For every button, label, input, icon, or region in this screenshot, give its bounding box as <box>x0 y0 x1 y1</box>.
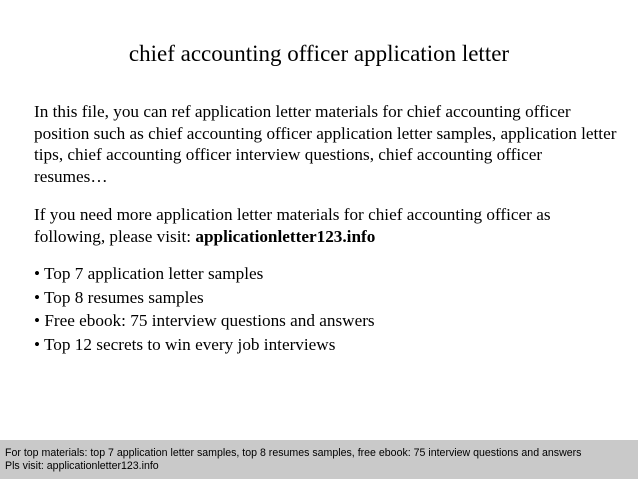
footer-banner <box>0 440 638 479</box>
more-info-paragraph <box>34 204 638 247</box>
footer-line: Pls visit: applicationletter123.info <box>5 459 159 472</box>
list-item: • Top 7 application letter samples <box>34 264 264 283</box>
website-link[interactable]: applicationletter123.info <box>195 226 376 246</box>
more-info-prefix: following, please visit: <box>34 226 196 246</box>
bullet-list <box>34 262 375 356</box>
intro-line: In this file, you can ref application letter materials for chief accounting officer <box>34 102 571 121</box>
more-info-line: If you need more application letter materials for chief accounting officer as <box>34 205 551 224</box>
page-title: chief accounting officer application letter <box>128 41 510 66</box>
list-item: • Free ebook: 75 interview questions and answers <box>34 311 375 330</box>
footer-line: For top materials: top 7 application letter samples, top 8 resumes samples, free ebook: 75 interview questions and answers <box>5 447 582 459</box>
intro-line: resumes… <box>34 166 108 186</box>
list-item: • Top 8 resumes samples <box>34 287 204 307</box>
intro-paragraph <box>34 101 638 187</box>
intro-line: position such as chief accounting officer application letter samples, application letter <box>34 123 617 143</box>
list-item: • Top 12 secrets to win every job interviews <box>34 334 336 354</box>
intro-line: tips, chief accounting officer interview questions, chief accounting officer <box>34 145 543 164</box>
